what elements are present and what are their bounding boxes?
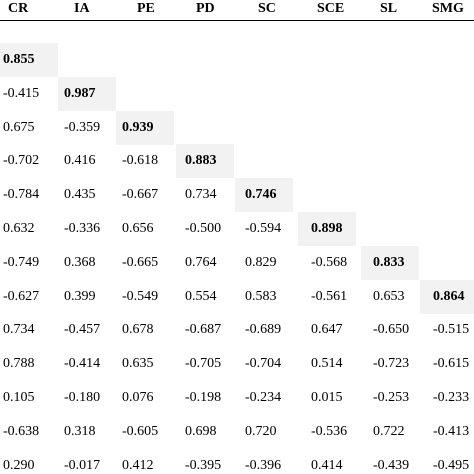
table-cell: -0.536 (311, 423, 348, 439)
table-cell: -0.561 (311, 288, 348, 304)
diagonal-cell: 0.939 (122, 119, 154, 135)
table-cell: 0.368 (64, 254, 96, 270)
table-cell: -0.198 (185, 390, 222, 405)
table-cell: -0.180 (64, 390, 101, 405)
diagonal-cell: 0.864 (433, 288, 465, 304)
diagonal-cell: 0.855 (3, 52, 35, 67)
table-cell: -0.359 (64, 119, 101, 135)
table-cell: 0.399 (64, 288, 96, 304)
column-header: SMG (432, 1, 464, 16)
table-cell: -0.415 (3, 85, 40, 101)
table-cell: -0.336 (64, 221, 101, 236)
table-cell: -0.618 (122, 153, 159, 169)
table-cell: 0.290 (3, 457, 35, 473)
table-cell: -0.784 (3, 187, 40, 203)
table-cell: -0.500 (185, 221, 222, 236)
table-cell: -0.689 (245, 322, 282, 338)
table-cell: -0.515 (433, 322, 470, 338)
table-cell: -0.687 (185, 322, 222, 338)
table-cell: -0.253 (373, 390, 410, 405)
table-cell: -0.414 (64, 356, 101, 372)
table-cell: -0.594 (245, 221, 282, 236)
table-cell: 0.734 (3, 322, 35, 338)
table-cell: -0.234 (245, 390, 282, 405)
column-header: SCE (317, 1, 345, 16)
table-cell: -0.395 (185, 457, 222, 473)
table-cell: 0.734 (185, 187, 217, 203)
table-cell: 0.788 (3, 356, 35, 372)
table-cell: 0.720 (245, 423, 277, 439)
table-cell: 0.656 (122, 221, 154, 236)
table-cell: -0.615 (433, 356, 470, 372)
table-cell: -0.665 (122, 254, 159, 270)
table-cell: 0.698 (185, 423, 217, 439)
diagonal-cell: 0.883 (185, 153, 217, 169)
column-header: PD (196, 1, 215, 16)
table-cell: 0.678 (122, 322, 154, 338)
table-cell: 0.076 (122, 390, 154, 405)
table-cell: -0.495 (433, 457, 470, 473)
table-cell: 0.554 (185, 288, 217, 304)
table-cell: 0.829 (245, 254, 277, 270)
table-cell: 0.722 (373, 423, 405, 439)
header-rule (0, 20, 474, 21)
table-cell: 0.583 (245, 288, 277, 304)
table-cell: 0.015 (311, 390, 343, 405)
table-cell: -0.749 (3, 254, 40, 270)
table-cell: -0.605 (122, 423, 159, 439)
diagonal-cell: 0.987 (64, 85, 96, 101)
table-cell: 0.416 (64, 153, 96, 169)
table-cell: 0.412 (122, 457, 154, 473)
table-cell: 0.675 (3, 119, 35, 135)
table-cell: 0.764 (185, 254, 217, 270)
table-cell: -0.704 (245, 356, 282, 372)
diagonal-cell: 0.898 (311, 221, 343, 236)
table-cell: 0.647 (311, 322, 343, 338)
column-header: SL (380, 1, 398, 16)
table-cell: -0.549 (122, 288, 159, 304)
table-cell: -0.702 (3, 153, 40, 169)
diagonal-cell: 0.833 (373, 254, 405, 270)
table-cell: 0.105 (3, 390, 35, 405)
table-cell: 0.435 (64, 187, 96, 203)
column-header: PE (137, 1, 155, 16)
table-cell: 0.632 (3, 221, 35, 236)
table-cell: 0.653 (373, 288, 405, 304)
table-cell: -0.396 (245, 457, 282, 473)
table-cell: 0.635 (122, 356, 154, 372)
table-cell: -0.413 (433, 423, 470, 439)
column-header: IA (74, 1, 90, 16)
table-cell: -0.627 (3, 288, 40, 304)
table-cell: -0.723 (373, 356, 410, 372)
column-header: SC (258, 1, 276, 16)
table-cell: -0.667 (122, 187, 159, 203)
table-cell: 0.414 (311, 457, 343, 473)
table-cell: -0.233 (433, 390, 470, 405)
table-cell: 0.318 (64, 423, 96, 439)
table-cell: -0.017 (64, 457, 101, 473)
column-header: CR (8, 1, 29, 16)
table-cell: -0.638 (3, 423, 40, 439)
table-cell: -0.568 (311, 254, 348, 270)
table-cell: -0.439 (373, 457, 410, 473)
table-cell: 0.514 (311, 356, 343, 372)
table-cell: -0.457 (64, 322, 101, 338)
diagonal-cell: 0.746 (245, 187, 277, 203)
table-cell: -0.705 (185, 356, 222, 372)
table-cell: -0.650 (373, 322, 410, 338)
